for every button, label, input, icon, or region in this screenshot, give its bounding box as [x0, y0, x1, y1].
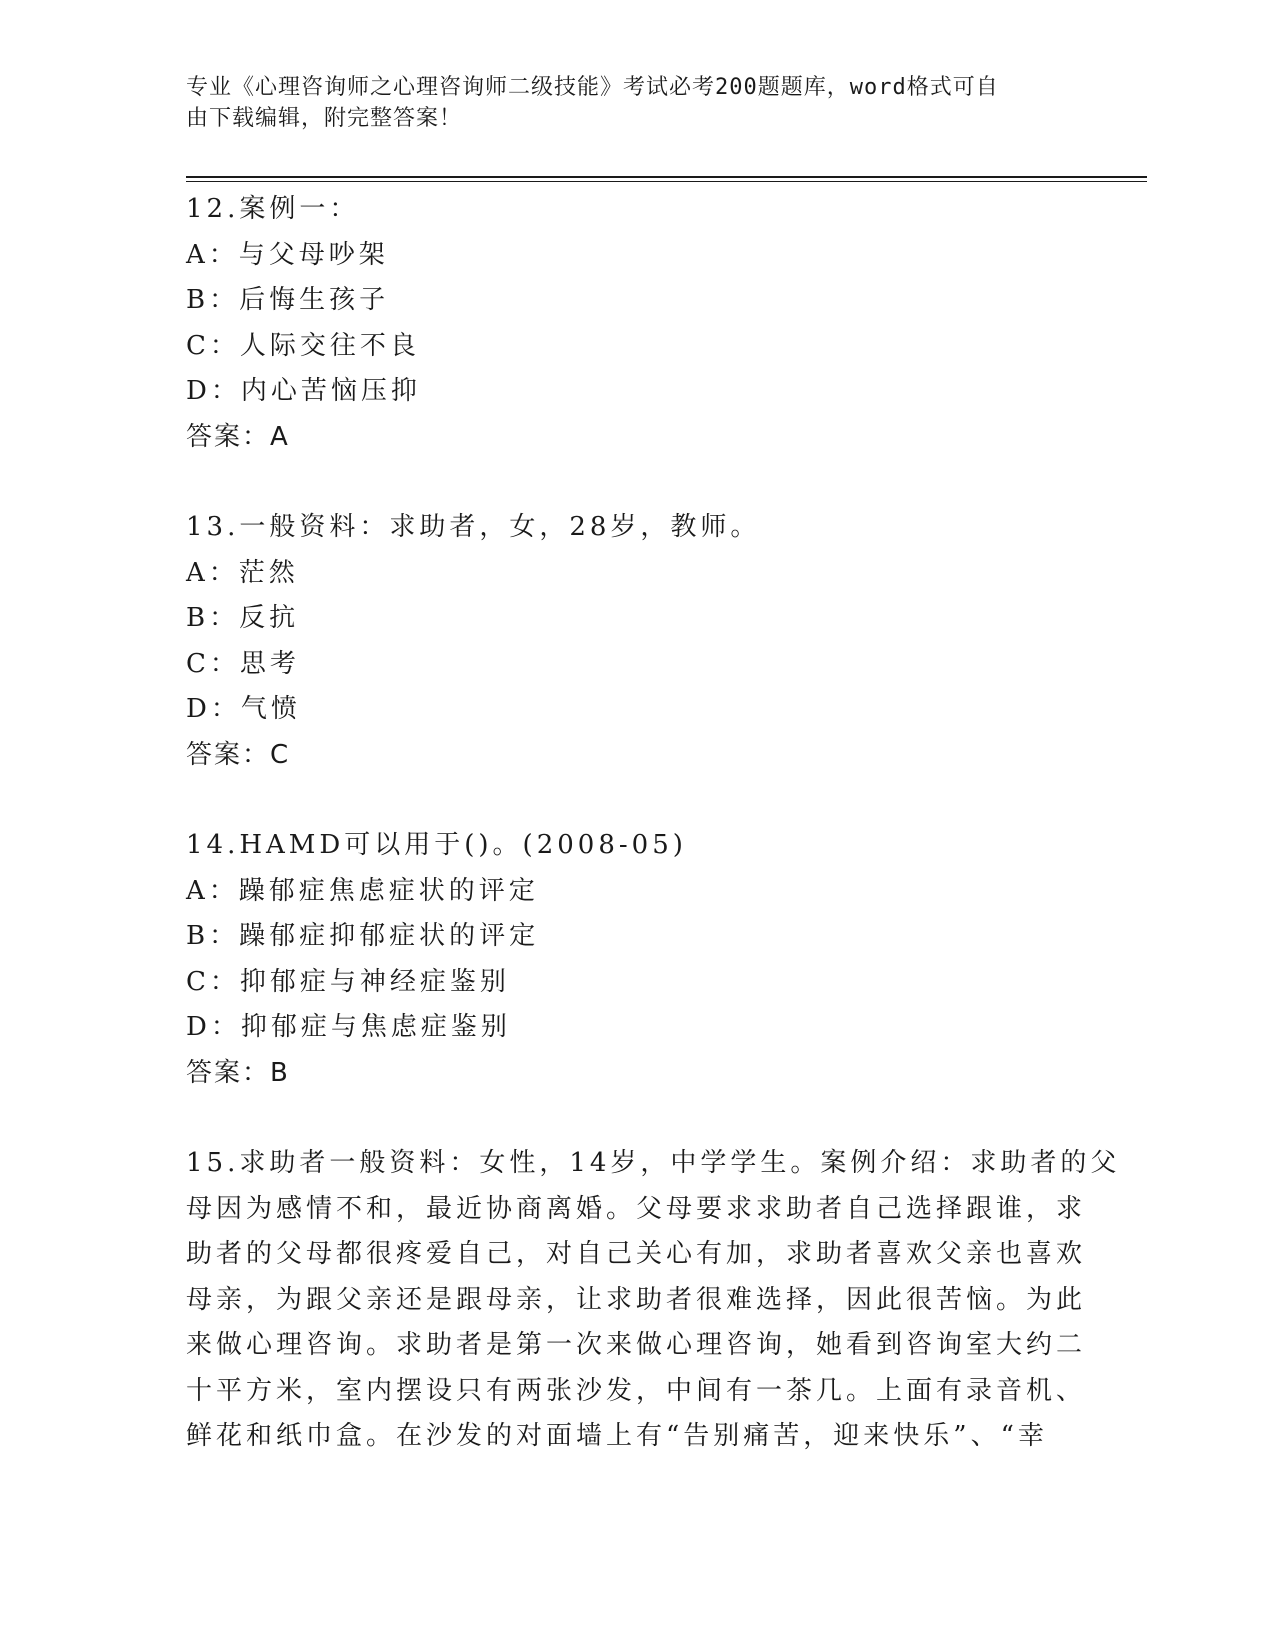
spacer [186, 778, 1086, 823]
option-a: A：躁郁症焦虑症状的评定 [186, 875, 539, 906]
option-b: B：后悔生孩子 [186, 285, 390, 315]
question-text-line: 助者的父母都很疼爱自己，对自己关心有加，求助者喜欢父亲也喜欢 [186, 1239, 1087, 1269]
option-a: A：与父母吵架 [186, 239, 389, 270]
option-b: B：反抗 [186, 603, 300, 633]
question-text-line: 母因为感情不和，最近协商离婚。父母要求求助者自己选择跟谁，求 [186, 1193, 1087, 1224]
option-d: D：气愤 [186, 694, 301, 724]
header-line-1: 专业《心理咨询师之心理咨询师二级技能》考试必考200题题库，word格式可自 [186, 75, 999, 100]
header-divider-thick [186, 176, 1147, 178]
question-13 [186, 505, 1086, 778]
option-d: D：抑郁症与焦虑症鉴别 [186, 1012, 511, 1042]
option-c: C：抑郁症与神经症鉴别 [186, 966, 510, 997]
answer-label: 答案：A [186, 421, 290, 452]
option-c: C：思考 [186, 648, 300, 679]
question-list [186, 187, 1121, 1460]
question-text-line: 15.求助者一般资料：女性，14岁，中学学生。案例介绍：求助者的父 [186, 1148, 1121, 1178]
question-15 [186, 1141, 1121, 1460]
option-d: D：内心苦恼压抑 [186, 376, 421, 406]
question-text-line: 鲜花和纸巾盒。在沙发的对面墙上有“告别痛苦，迎来快乐”、“幸 [186, 1421, 1048, 1451]
answer-label: 答案：C [186, 739, 291, 770]
document-header [186, 72, 1066, 134]
header-divider-thin [186, 181, 1147, 182]
option-a: A：茫然 [186, 557, 299, 588]
question-14 [186, 823, 1086, 1096]
option-b: B：躁郁症抑郁症状的评定 [186, 921, 540, 951]
question-text-line: 来做心理咨询。求助者是第一次来做心理咨询，她看到咨询室大约二 [186, 1330, 1087, 1360]
spacer [186, 460, 1086, 505]
header-line-2: 由下载编辑，附完整答案！ [186, 106, 463, 131]
question-stem: 13.一般资料：求助者，女，28岁，教师。 [186, 512, 761, 542]
question-text-line: 十平方米，室内摆设只有两张沙发，中间有一茶几。上面有录音机、 [186, 1375, 1087, 1406]
spacer [186, 1096, 1086, 1141]
question-stem: 12.案例一： [186, 194, 360, 224]
question-stem: 14.HAMD可以用于()。(2008-05) [186, 830, 687, 860]
answer-label: 答案：B [186, 1057, 290, 1088]
question-12 [186, 187, 1086, 460]
question-text-line: 母亲，为跟父亲还是跟母亲，让求助者很难选择，因此很苦恼。为此 [186, 1284, 1087, 1315]
option-c: C：人际交往不良 [186, 330, 420, 361]
